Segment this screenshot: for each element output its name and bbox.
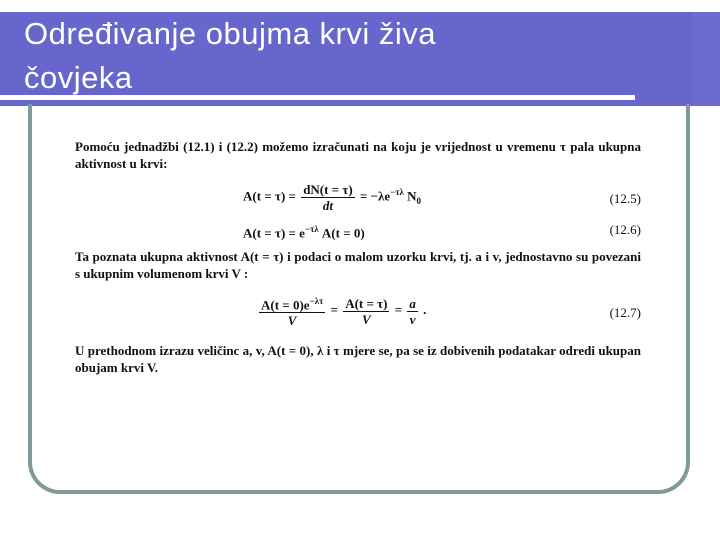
eq127-den1: V: [287, 313, 297, 329]
title-underline: [0, 95, 635, 100]
eq127-den3: v: [409, 311, 416, 327]
middle-paragraph: Ta poznata ukupna aktivnost A(t = τ) i podaci o malom uzorku krvi, tj. a i v, jednostavno su povezani s ukupnim volumenom krvi V :: [75, 249, 641, 281]
eq127-fraction-3: [407, 296, 418, 327]
slide-title-line2: čovjeka: [24, 60, 133, 95]
eq126-tail: A(t = 0): [321, 225, 365, 241]
eq125-rhs-exponent: −τλ: [390, 187, 404, 198]
title-band-edge: [692, 12, 720, 106]
eq125-denominator: dt: [322, 198, 333, 213]
eq127-fraction-2: [343, 296, 389, 327]
eq125-number: (12.5): [609, 191, 641, 206]
eq125-rhs: = −λe: [359, 188, 391, 204]
intro-paragraph: Pomoću jednadžbi (12.1) i (12.2) možemo izračunati na koju je vrijednost u vremenu τ pala ukupna aktivnost u krvi:: [75, 139, 641, 171]
eq127-fraction-1: [259, 294, 325, 328]
closing-paragraph: U prethodnom izrazu veličinc a, v, A(t = 0), λ i τ mjere se, pa se iz dobivenih podatakar odredi ukupan obujam krvi V.: [75, 343, 641, 375]
slide-title: [24, 12, 664, 100]
eq127-number: (12.7): [609, 305, 641, 320]
eq126-lhs: A(t = τ) = e: [243, 225, 305, 241]
eq125-rhs-tail: N: [407, 188, 417, 204]
eq127-num3: a: [409, 295, 416, 311]
paper-excerpt: [75, 138, 641, 376]
eq127-num1: A(t = 0)e: [261, 297, 310, 313]
eq127-den2: V: [361, 311, 371, 327]
eq127-num2: A(t = τ): [345, 295, 388, 311]
equation-12-6: [75, 218, 641, 244]
eq126-exponent: −τλ: [304, 224, 319, 234]
slide-title-line1: Određivanje obujma krvi živa: [24, 16, 437, 51]
eq125-rhs-subscript: 0: [416, 196, 422, 207]
eq125-fraction: [301, 182, 355, 213]
eq127-num1-exponent: −λτ: [309, 296, 324, 306]
eq125-lhs: A(t = τ) =: [243, 188, 296, 204]
eq125-numerator: dN(t = τ): [303, 182, 353, 197]
equation-12-5: [75, 178, 641, 218]
eq127-tail: .: [423, 302, 427, 318]
equation-12-7: $\frac{A(t = 0)e^{-\lambda\tau}}{V}$ = $\frac{A(t = \tau)}{V}$ = $\frac{a}{v}$ . (12.7): [261, 295, 641, 329]
eq126-number: (12.6): [609, 222, 641, 237]
